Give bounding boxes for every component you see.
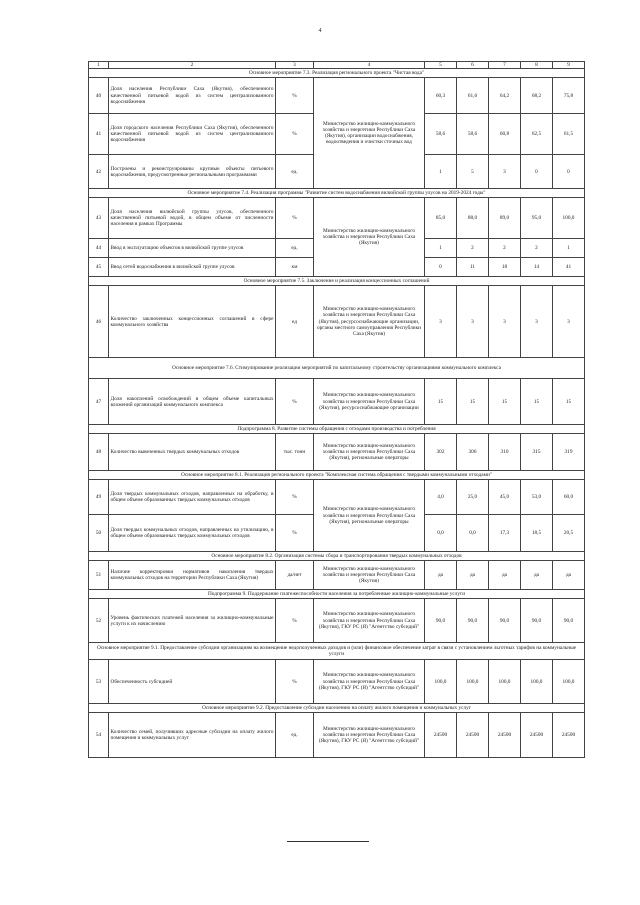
value-cell: 302 bbox=[425, 434, 457, 471]
row-number: 41 bbox=[89, 114, 109, 155]
responsible-cell: Министерство жилищно-коммунального хозяйства и энергетики Республики Саха (Якутия), ГКУ РС (Я) "Агентство субсидий" bbox=[314, 660, 425, 704]
section-title: Основное мероприятие 7.4. Реализация программы "Развитие систем водоснабжения вилюйской группы улусов на 2019-2024 годы" bbox=[89, 189, 585, 198]
row-number: 50 bbox=[89, 515, 109, 552]
value-cell: 90,0 bbox=[553, 599, 585, 643]
indicator-name: Количество вывезенных твердых коммунальных отходов bbox=[109, 434, 276, 471]
section-title: Основное мероприятие 9.2. Предоставление субсидии населению на оплату жилого помещения и коммунальных услуг bbox=[89, 704, 585, 713]
row-number: 46 bbox=[89, 286, 109, 358]
value-cell: да bbox=[521, 561, 553, 590]
indicator-name: Доля твердых коммунальных отходов, направленных на обработку, в общем объеме образованных твердых коммунальных отходов bbox=[109, 480, 276, 515]
section-title: Основное мероприятие 7.3. Реализация регионального проекта "Чистая вода" bbox=[89, 69, 585, 78]
header-cell: 6 bbox=[457, 62, 489, 69]
header-cell: 8 bbox=[521, 62, 553, 69]
value-cell: 64,2 bbox=[489, 78, 521, 114]
section-title: Основное мероприятие 7.6. Стимулирование реализации мероприятий по капитальному строительству организациями коммунального комплекса bbox=[89, 358, 585, 379]
responsible-cell: Министерство жилищно-коммунального хозяйства и энергетики Республики Саха (Якутия), ГКУ РС (Я) "Агентство субсидий" bbox=[314, 599, 425, 643]
row-number: 47 bbox=[89, 379, 109, 425]
section-row bbox=[89, 277, 585, 286]
responsible-cell: Министерство жилищно-коммунального хозяйства и энергетики Республики Саха (Якутия) bbox=[314, 561, 425, 590]
value-cell: 319 bbox=[553, 434, 585, 471]
value-cell: 90,0 bbox=[425, 599, 457, 643]
indicator-name: Ввод сетей водоснабжения в вилюйской группе улусов bbox=[109, 258, 276, 277]
value-cell: 3 bbox=[521, 286, 553, 358]
header-cell: 1 bbox=[89, 62, 109, 69]
unit-cell: ед. bbox=[276, 155, 314, 189]
unit-cell: ед. bbox=[276, 239, 314, 258]
value-cell: 15 bbox=[425, 379, 457, 425]
value-cell: 41 bbox=[553, 258, 585, 277]
value-cell: 75,8 bbox=[553, 78, 585, 114]
value-cell: 58,6 bbox=[457, 114, 489, 155]
value-cell: 90,0 bbox=[521, 599, 553, 643]
unit-cell: % bbox=[276, 78, 314, 114]
value-cell: 100,0 bbox=[425, 660, 457, 704]
value-cell: 14 bbox=[521, 258, 553, 277]
value-cell: 90,0 bbox=[489, 599, 521, 643]
value-cell: да bbox=[425, 561, 457, 590]
value-cell: 2 bbox=[521, 239, 553, 258]
table-row bbox=[89, 434, 585, 471]
value-cell: 25,0 bbox=[457, 480, 489, 515]
section-row bbox=[89, 590, 585, 599]
indicator-name: Доля населения Республики Саха (Якутия), обеспеченного качественной питьевой водой из систем централизованного водоснабжения bbox=[109, 78, 276, 114]
value-cell: 0 bbox=[553, 155, 585, 189]
value-cell: 100,0 bbox=[553, 660, 585, 704]
responsible-cell: Министерство жилищно-коммунального хозяйства и энергетики Республики Саха (Якутия), региональные операторы bbox=[314, 434, 425, 471]
unit-cell: км bbox=[276, 258, 314, 277]
section-row bbox=[89, 471, 585, 480]
unit-cell: % bbox=[276, 198, 314, 239]
row-number: 40 bbox=[89, 78, 109, 114]
value-cell: 53,0 bbox=[521, 480, 553, 515]
value-cell: 15 bbox=[489, 379, 521, 425]
responsible-cell: Министерство жилищно-коммунального хозяйства и энергетики Республики Саха (Якутия), ресурсоснабжающие организации, органы местного самоуправления Республики Саха (Якутия) bbox=[314, 286, 425, 358]
value-cell: 18 bbox=[489, 258, 521, 277]
value-cell: 0 bbox=[425, 258, 457, 277]
value-cell: 95,0 bbox=[521, 198, 553, 239]
value-cell: 315 bbox=[521, 434, 553, 471]
unit-cell: % bbox=[276, 480, 314, 515]
value-cell: 18,5 bbox=[521, 515, 553, 552]
table-row bbox=[89, 561, 585, 590]
indicator-name: Доля накоплений освобождений в общем объеме капитальных вложений организаций коммунального комплекса bbox=[109, 379, 276, 425]
value-cell: 24500 bbox=[425, 713, 457, 758]
table-row bbox=[89, 713, 585, 758]
table-row bbox=[89, 660, 585, 704]
value-cell: 61,5 bbox=[553, 114, 585, 155]
indicator-name: Построены и реконструированы крупные объекты питьевого водоснабжения, предусмотренные региональными программами bbox=[109, 155, 276, 189]
value-cell: 61,6 bbox=[457, 78, 489, 114]
value-cell: 100,0 bbox=[553, 198, 585, 239]
row-number: 45 bbox=[89, 258, 109, 277]
value-cell: 85,0 bbox=[425, 198, 457, 239]
value-cell: 60,8 bbox=[489, 114, 521, 155]
value-cell: 11 bbox=[457, 258, 489, 277]
indicator-name: Доля твердых коммунальных отходов, направленных на утилизацию, в общем объеме образованных твердых коммунальных отходов bbox=[109, 515, 276, 552]
value-cell: 62,5 bbox=[521, 114, 553, 155]
value-cell: 306 bbox=[457, 434, 489, 471]
responsible-cell: Министерство жилищно-коммунального хозяйства и энергетики Республики Саха (Якутия) bbox=[314, 198, 425, 277]
value-cell: да bbox=[489, 561, 521, 590]
section-row bbox=[89, 69, 585, 78]
responsible-cell: Министерство жилищно-коммунального хозяйства и энергетики Республики Саха (Якутия), ГКУ РС (Я) "Агентство субсидий" bbox=[314, 713, 425, 758]
indicator-name: Ввод в эксплуатацию объектов в вилюйской группе улусов bbox=[109, 239, 276, 258]
indicator-name: Обеспеченность субсидией bbox=[109, 660, 276, 704]
value-cell: 0,0 bbox=[457, 515, 489, 552]
value-cell: 1 bbox=[425, 155, 457, 189]
value-cell: 5 bbox=[457, 155, 489, 189]
unit-cell: % bbox=[276, 515, 314, 552]
row-number: 52 bbox=[89, 599, 109, 643]
value-cell: 68,2 bbox=[521, 78, 553, 114]
value-cell: 3 bbox=[553, 286, 585, 358]
value-cell: 100,0 bbox=[489, 660, 521, 704]
page-number: 4 bbox=[318, 28, 322, 34]
indicator-name: Количество семей, получивших адресные субсидии на оплату жилого помещения и коммунальных услуг bbox=[109, 713, 276, 758]
row-number: 49 bbox=[89, 480, 109, 515]
unit-cell: % bbox=[276, 660, 314, 704]
row-number: 44 bbox=[89, 239, 109, 258]
table-row bbox=[89, 379, 585, 425]
header-row bbox=[89, 62, 585, 69]
unit-cell: ед bbox=[276, 286, 314, 358]
responsible-cell: Министерство жилищно-коммунального хозяйства и энергетики Республики Саха (Якутия), ресурсоснабжающие организации bbox=[314, 379, 425, 425]
row-number: 43 bbox=[89, 198, 109, 239]
table-row bbox=[89, 198, 585, 239]
section-row bbox=[89, 189, 585, 198]
value-cell: 17,3 bbox=[489, 515, 521, 552]
responsible-cell: Министерство жилищно-коммунального хозяйства и энергетики Республики Саха (Якутия), организации водоснабжения, водоотведения и очистки сточных вод bbox=[314, 78, 425, 189]
value-cell: 3 bbox=[425, 286, 457, 358]
section-title: Основное мероприятие 8.2. Организация системы сбора и транспортирования твердых коммунальных отходов bbox=[89, 552, 585, 561]
header-cell: 7 bbox=[489, 62, 521, 69]
value-cell: 15 bbox=[521, 379, 553, 425]
section-title: Подпрограмма 8. Развитие системы обращения с отходами производства и потребления bbox=[89, 425, 585, 434]
header-cell: 2 bbox=[109, 62, 276, 69]
value-cell: 3 bbox=[489, 155, 521, 189]
row-number: 42 bbox=[89, 155, 109, 189]
value-cell: 60,0 bbox=[553, 480, 585, 515]
value-cell: 2 bbox=[489, 239, 521, 258]
row-number: 48 bbox=[89, 434, 109, 471]
indicator-name: Доля населения вилюйской группы улусов, обеспеченного качественной питьевой водой, в общем объеме от численности населения в рамках Программы bbox=[109, 198, 276, 239]
value-cell: 89,0 bbox=[489, 198, 521, 239]
indicator-name: Доля городского населения Республики Саха (Якутия), обеспеченного качественной питьевой водой из систем централизованного водоснабжения bbox=[109, 114, 276, 155]
value-cell: 15 bbox=[457, 379, 489, 425]
row-number: 53 bbox=[89, 660, 109, 704]
header-cell: 4 bbox=[314, 62, 425, 69]
indicators-table bbox=[88, 61, 585, 758]
value-cell: да bbox=[457, 561, 489, 590]
value-cell: 58,6 bbox=[425, 114, 457, 155]
value-cell: 0,0 bbox=[425, 515, 457, 552]
section-title: Подпрограмма 9. Поддержание платежеспособности населения за потребленные жилищно-коммунальные услуги bbox=[89, 590, 585, 599]
value-cell: 24500 bbox=[457, 713, 489, 758]
value-cell: 15 bbox=[553, 379, 585, 425]
value-cell: 90,0 bbox=[457, 599, 489, 643]
value-cell: 3 bbox=[457, 286, 489, 358]
header-cell: 9 bbox=[553, 62, 585, 69]
unit-cell: % bbox=[276, 599, 314, 643]
section-title: Основное мероприятие 8.1. Реализация регионального проекта "Комплексная система обращения с твердыми коммунальными отходами" bbox=[89, 471, 585, 480]
responsible-cell: Министерство жилищно-коммунального хозяйства и энергетики Республики Саха (Якутия), региональные операторы bbox=[314, 480, 425, 552]
value-cell: 60,3 bbox=[425, 78, 457, 114]
value-cell: 1 bbox=[553, 239, 585, 258]
value-cell: 88,0 bbox=[457, 198, 489, 239]
header-cell: 5 bbox=[425, 62, 457, 69]
indicator-name: Количество заключенных концессионных соглашений в сфере коммунального хозяйства bbox=[109, 286, 276, 358]
table-row bbox=[89, 286, 585, 358]
table-row bbox=[89, 599, 585, 643]
value-cell: 100,0 bbox=[521, 660, 553, 704]
indicator-name: Уровень фактических платежей населения за жилищно-коммунальные услуги к их начислению bbox=[109, 599, 276, 643]
section-title: Основное мероприятие 9.1. Предоставление субсидии организациям на возмещение недополученных доходов и (или) финансовое обеспечение затрат в связи с установлением льготных тарифов на коммунальные услуги bbox=[89, 643, 585, 660]
value-cell: 310 bbox=[489, 434, 521, 471]
section-row bbox=[89, 358, 585, 379]
table-row bbox=[89, 480, 585, 515]
unit-cell: тыс. тонн bbox=[276, 434, 314, 471]
value-cell: 1 bbox=[425, 239, 457, 258]
section-row bbox=[89, 425, 585, 434]
unit-cell: % bbox=[276, 114, 314, 155]
value-cell: 3 bbox=[489, 286, 521, 358]
table-row bbox=[89, 78, 585, 114]
header-cell: 3 bbox=[276, 62, 314, 69]
section-title: Основное мероприятие 7.5. Заключение и реализация концессионных соглашений bbox=[89, 277, 585, 286]
value-cell: 100,0 bbox=[457, 660, 489, 704]
value-cell: 0 bbox=[521, 155, 553, 189]
row-number: 51 bbox=[89, 561, 109, 590]
value-cell: 4,0 bbox=[425, 480, 457, 515]
indicator-name: Наличие корректировки нормативов накопления твердых коммунальных отходов на территории Республики Саха (Якутия) bbox=[109, 561, 276, 590]
row-number: 54 bbox=[89, 713, 109, 758]
value-cell: 24500 bbox=[521, 713, 553, 758]
unit-cell: ед. bbox=[276, 713, 314, 758]
value-cell: 24500 bbox=[553, 713, 585, 758]
value-cell: 2 bbox=[457, 239, 489, 258]
section-row bbox=[89, 704, 585, 713]
unit-cell: да/нет bbox=[276, 561, 314, 590]
section-row bbox=[89, 552, 585, 561]
unit-cell: % bbox=[276, 379, 314, 425]
value-cell: 24500 bbox=[489, 713, 521, 758]
value-cell: да bbox=[553, 561, 585, 590]
footer-rule bbox=[287, 841, 369, 842]
value-cell: 45,0 bbox=[489, 480, 521, 515]
value-cell: 20,5 bbox=[553, 515, 585, 552]
section-row bbox=[89, 643, 585, 660]
